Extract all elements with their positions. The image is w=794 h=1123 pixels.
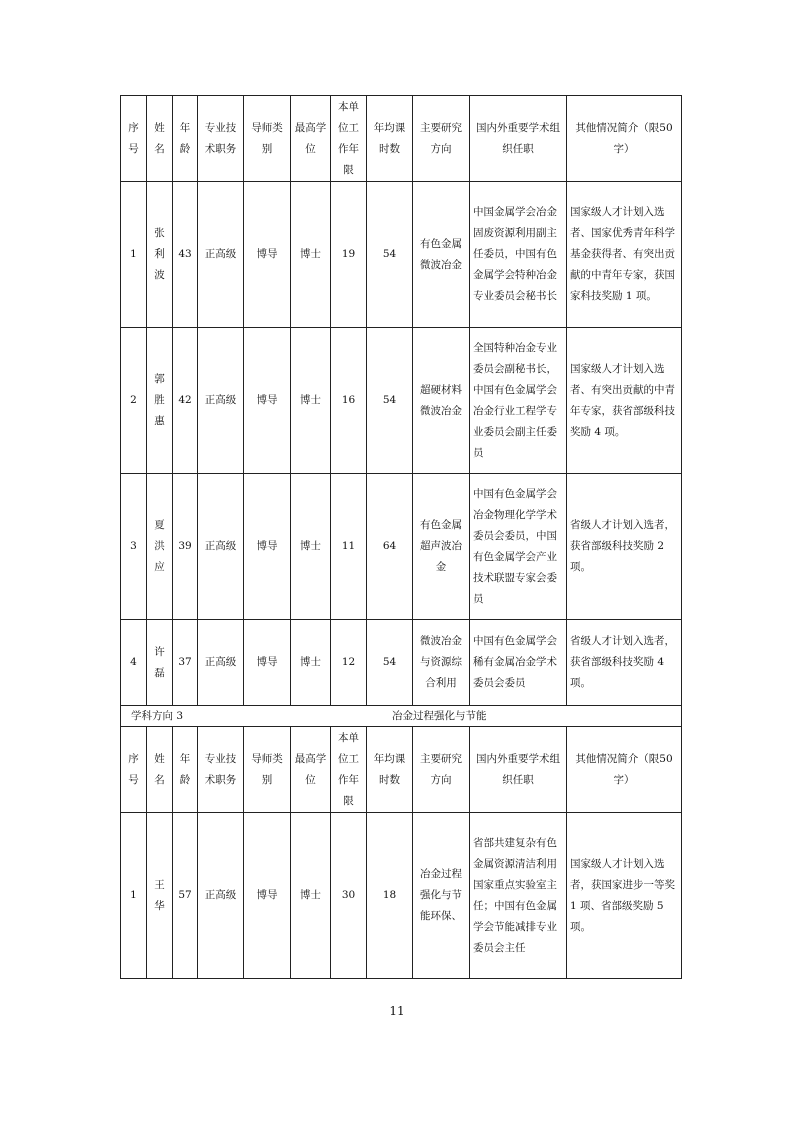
header-cell: 主要研究方向 bbox=[413, 727, 470, 813]
title-cell: 正高级 bbox=[198, 813, 244, 979]
other-cell: 省级人才计划入选者，获省部级科技奖励 2 项。 bbox=[567, 474, 682, 620]
header-cell: 年龄 bbox=[173, 727, 198, 813]
other-cell: 国家级人才计划入选者、有突出贡献的中青年专家，获省部级科技奖励 4 项。 bbox=[567, 328, 682, 474]
years-cell: 12 bbox=[331, 620, 367, 706]
row-no: 2 bbox=[121, 328, 147, 474]
page-number: 11 bbox=[389, 1004, 405, 1018]
header-cell: 国内外重要学术组织任职 bbox=[470, 96, 567, 182]
header-cell: 导师类别 bbox=[244, 727, 291, 813]
row-no: 1 bbox=[121, 182, 147, 328]
header-cell: 本单位工作年限 bbox=[331, 96, 367, 182]
degree-cell: 博士 bbox=[291, 474, 331, 620]
header-cell: 本单位工作年限 bbox=[331, 727, 367, 813]
research-cell: 超硬材料微波冶金 bbox=[413, 328, 470, 474]
title-cell: 正高级 bbox=[198, 328, 244, 474]
age-cell: 42 bbox=[173, 328, 198, 474]
age-cell: 37 bbox=[173, 620, 198, 706]
title-cell: 正高级 bbox=[198, 474, 244, 620]
hours-cell: 54 bbox=[367, 182, 413, 328]
header-cell: 姓名 bbox=[147, 96, 173, 182]
research-cell: 有色金属微波冶金 bbox=[413, 182, 470, 328]
org-cell: 中国金属学会冶金固废资源利用副主任委员，中国有色金属学会特种冶金专业委员会秘书长 bbox=[470, 182, 567, 328]
name-cell: 张利波 bbox=[147, 182, 173, 328]
header-cell: 年龄 bbox=[173, 96, 198, 182]
years-cell: 19 bbox=[331, 182, 367, 328]
table-row bbox=[121, 620, 682, 706]
title-cell: 正高级 bbox=[198, 182, 244, 328]
title-cell: 正高级 bbox=[198, 620, 244, 706]
header-cell: 序号 bbox=[121, 727, 147, 813]
org-cell: 省部共建复杂有色金属资源清洁利用国家重点实验室主任；中国有色金属学会节能减排专业委员会主任 bbox=[470, 813, 567, 979]
tutor-cell: 博导 bbox=[244, 813, 291, 979]
degree-cell: 博士 bbox=[291, 813, 331, 979]
years-cell: 16 bbox=[331, 328, 367, 474]
research-cell: 有色金属超声波冶金 bbox=[413, 474, 470, 620]
years-cell: 11 bbox=[331, 474, 367, 620]
header-cell: 其他情况简介（限50字） bbox=[567, 96, 682, 182]
header-cell: 专业技术职务 bbox=[198, 96, 244, 182]
row-no: 3 bbox=[121, 474, 147, 620]
row-no: 1 bbox=[121, 813, 147, 979]
header-cell: 姓名 bbox=[147, 727, 173, 813]
header-cell: 最高学位 bbox=[291, 727, 331, 813]
name-cell: 夏洪应 bbox=[147, 474, 173, 620]
table-row bbox=[121, 813, 682, 979]
header-cell: 最高学位 bbox=[291, 96, 331, 182]
header-cell: 序号 bbox=[121, 96, 147, 182]
org-cell: 中国有色金属学会冶金物理化学学术委员会委员，中国有色金属学会产业技术联盟专家会委员 bbox=[470, 474, 567, 620]
age-cell: 57 bbox=[173, 813, 198, 979]
tutor-cell: 博导 bbox=[244, 328, 291, 474]
name-cell: 许磊 bbox=[147, 620, 173, 706]
hours-cell: 54 bbox=[367, 620, 413, 706]
header-cell: 年均课时数 bbox=[367, 96, 413, 182]
degree-cell: 博士 bbox=[291, 620, 331, 706]
header-cell: 专业技术职务 bbox=[198, 727, 244, 813]
age-cell: 43 bbox=[173, 182, 198, 328]
age-cell: 39 bbox=[173, 474, 198, 620]
other-cell: 国家级人才计划入选者、国家优秀青年科学基金获得者、有突出贡献的中青年专家，获国家科技奖励 1 项。 bbox=[567, 182, 682, 328]
header-cell: 导师类别 bbox=[244, 96, 291, 182]
name-cell: 郭胜惠 bbox=[147, 328, 173, 474]
section-row bbox=[121, 706, 682, 727]
row-no: 4 bbox=[121, 620, 147, 706]
header-row bbox=[121, 96, 682, 182]
table-row bbox=[121, 182, 682, 328]
other-cell: 省级人才计划入选者，获省部级科技奖励 4 项。 bbox=[567, 620, 682, 706]
research-cell: 微波冶金与资源综合利用 bbox=[413, 620, 470, 706]
header-cell: 国内外重要学术组织任职 bbox=[470, 727, 567, 813]
years-cell: 30 bbox=[331, 813, 367, 979]
hours-cell: 54 bbox=[367, 328, 413, 474]
research-cell: 冶金过程强化与节能环保、 bbox=[413, 813, 470, 979]
section-label: 学科方向 3 bbox=[121, 706, 198, 727]
tutor-cell: 博导 bbox=[244, 182, 291, 328]
hours-cell: 18 bbox=[367, 813, 413, 979]
header-cell: 主要研究方向 bbox=[413, 96, 470, 182]
other-cell: 国家级人才计划入选者，获国家进步一等奖 1 项、省部级奖励 5 项。 bbox=[567, 813, 682, 979]
header-cell: 其他情况简介（限50字） bbox=[567, 727, 682, 813]
org-cell: 中国有色金属学会稀有金属冶金学术委员会委员 bbox=[470, 620, 567, 706]
degree-cell: 博士 bbox=[291, 182, 331, 328]
header-cell: 年均课时数 bbox=[367, 727, 413, 813]
header-row bbox=[121, 727, 682, 813]
org-cell: 全国特种冶金专业委员会副秘书长，中国有色金属学会冶金行业工程学专业委员会副主任委员 bbox=[470, 328, 567, 474]
tutor-cell: 博导 bbox=[244, 474, 291, 620]
faculty-table bbox=[120, 95, 682, 979]
table-row bbox=[121, 328, 682, 474]
hours-cell: 64 bbox=[367, 474, 413, 620]
name-cell: 王华 bbox=[147, 813, 173, 979]
section-title: 冶金过程强化与节能 bbox=[198, 706, 682, 727]
degree-cell: 博士 bbox=[291, 328, 331, 474]
table-row bbox=[121, 474, 682, 620]
tutor-cell: 博导 bbox=[244, 620, 291, 706]
